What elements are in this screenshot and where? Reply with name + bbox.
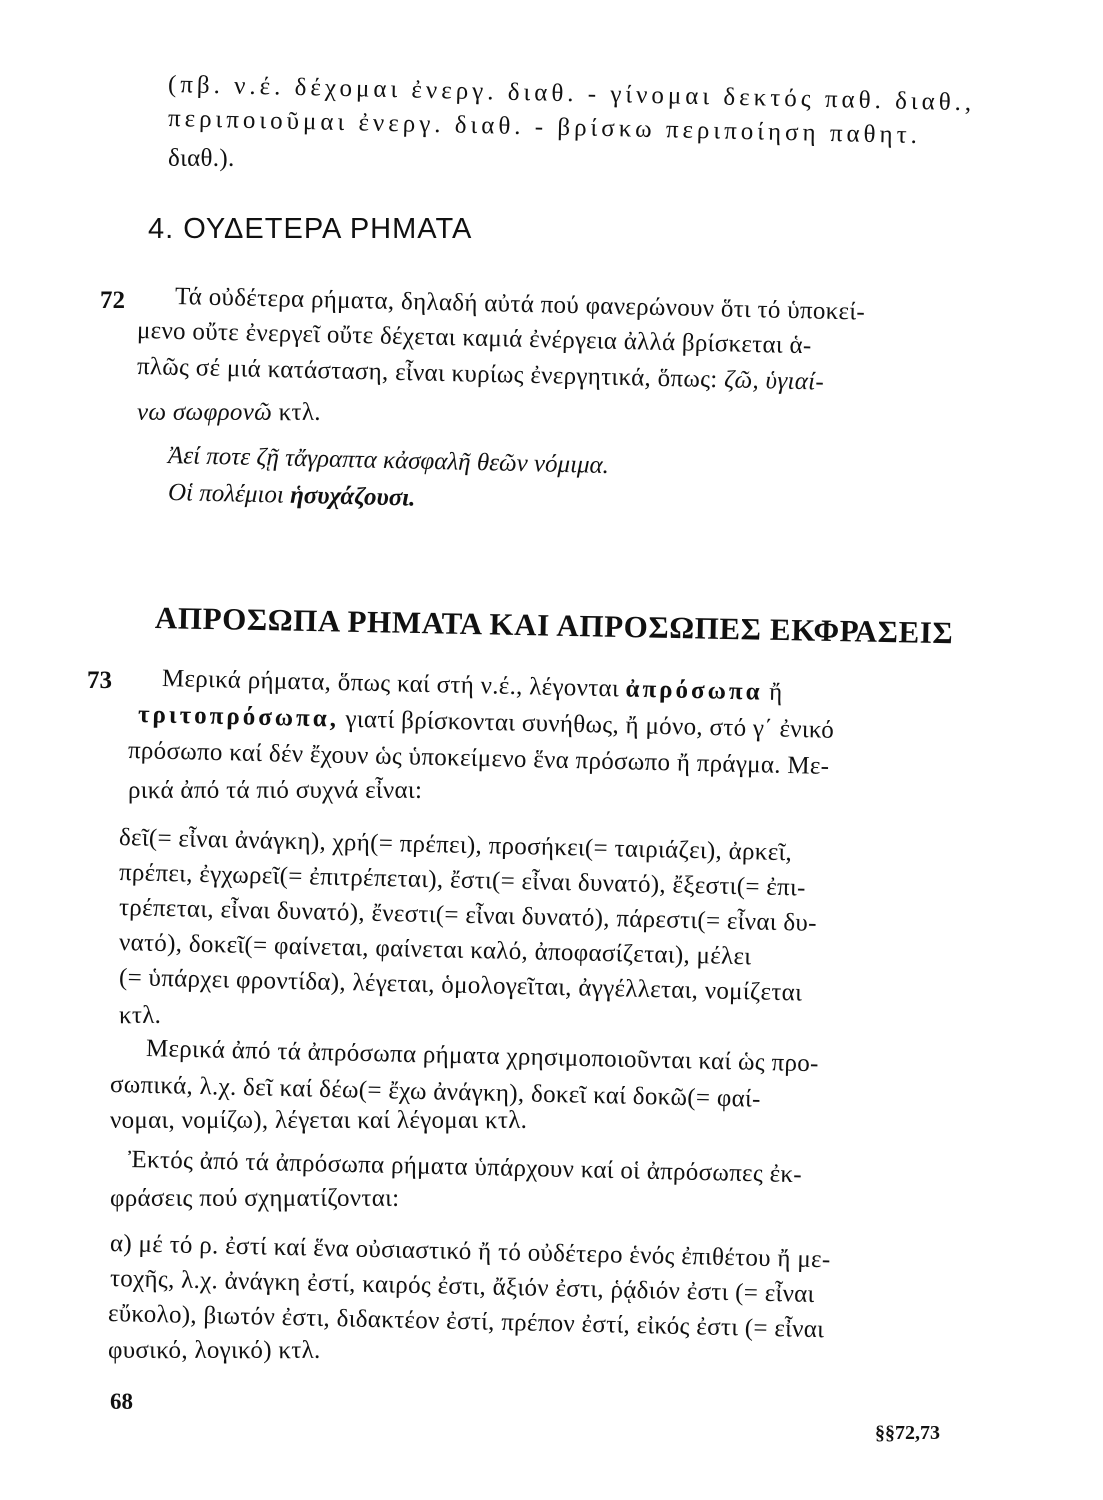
p72-line-1: Τά οὐδέτερα ρήματα, δηλαδή αὐτά πού φανερώνουν ὅτι τό ὑποκεί-	[174, 283, 866, 326]
p73-line-1a: Μερικά ρήματα, ὅπως καί στή ν.έ., λέγονται	[161, 665, 620, 703]
text-line	[137, 398, 321, 428]
item-a-line-4: φυσικό, λογικό) κτλ.	[108, 1337, 321, 1364]
impersonal-verbs-title: ΑΠΡΟΣΩΠΑ ΡΗΜΑΤΑ ΚΑΙ ΑΠΡΟΣΩΠΕΣ ΕΚΦΡΑΣΕΙΣ	[154, 600, 954, 651]
text-line	[128, 776, 422, 806]
term-aprosopa: ἀπρόσωπα	[625, 675, 763, 706]
verb-list-line-1: δεῖ(= εἶναι ἀνάγκη), χρή(= πρέπει), προσήκει(= ταιριάζει), ἀρκεῖ,	[118, 824, 793, 867]
p72-line-3: πλῶς σέ μιά κατάσταση, εἶναι κυρίως ἐνεργητικά, ὅπως:	[136, 353, 718, 394]
p73-line-3: πρόσωπο καί δέν ἔχουν ὡς ὑποκείμενο ἕνα πρόσωπο ἤ πράγμα. Με-	[127, 737, 830, 780]
p72-line-4-end: κτλ.	[278, 399, 321, 426]
p3-line-1: Ἐκτός ἀπό τά ἀπρόσωπα ρήματα ὑπάρχουν καί οἱ ἀπρόσωπες ἐκ-	[127, 1146, 803, 1189]
verb-list-line-3: τρέπεται, εἶναι δυνατό), ἔνεστι(= εἶναι δυνατό), πάρεστι(= εἶναι δυ-	[118, 894, 818, 937]
term-tritoprosopa: τριτοπρόσωπα,	[137, 701, 340, 733]
p3-line-2: φράσεις πού σχηματίζονται:	[110, 1185, 400, 1212]
p73-line-4: ρικά ἀπό τά πιό συχνά εἶναι:	[128, 777, 423, 804]
page-number: 68	[110, 1389, 133, 1414]
item-a-line-3: εὔκολο), βιωτόν ἐστι, διδακτέον ἐστί, πρέπον ἐστί, εἰκός ἐστι (= εἶναι	[107, 1300, 825, 1344]
quote-2-verb: ἡσυχάζουσι.	[289, 481, 416, 512]
p2-line-1: Μερικά ἀπό τά ἀπρόσωπα ρήματα χρησιμοποιοῦνται καί ὡς προ-	[145, 1035, 819, 1078]
quote-2-start: Οἱ πολέμιοι	[167, 479, 285, 509]
p72-examples-b: νω σωφρονῶ	[137, 399, 273, 426]
verb-list-line-6: κτλ.	[119, 1002, 162, 1029]
verb-list-line-2: πρέπει, ἐγχωρεῖ(= ἐπιτρέπεται), ἔστι(= εἶναι δυνατό), ἔξεστι(= ἐπι-	[118, 859, 806, 902]
p2-line-3: νομαι, νομίζω), λέγεται καί λέγομαι κτλ.	[110, 1107, 528, 1134]
section-reference: §§72,73	[875, 1422, 940, 1444]
text-line	[162, 664, 783, 708]
paragraph-number-73: 73	[87, 667, 112, 694]
top-line-1: (πβ. ν.έ. δέχομαι ἐνεργ. διαθ. - γίνομαι δεκτός παθ. διαθ.,	[167, 71, 976, 117]
top-line-3: διαθ.).	[168, 145, 235, 172]
p73-line-1b: ἤ	[768, 678, 783, 707]
p2-line-2: σωπικά, λ.χ. δεῖ καί δέω(= ἔχω ἀνάγκη), δοκεῖ καί δοκῶ(= φαί-	[109, 1071, 761, 1113]
text-line	[168, 144, 235, 174]
section-4-title: 4. ΟΥΔΕΤΕΡΑ ΡΗΜΑΤΑ	[148, 213, 473, 245]
top-line-2: περιποιοῦμαι ἐνεργ. διαθ. - βρίσκω περιποίηση παθητ.	[167, 105, 922, 150]
item-a-line-1: α) μέ τό ρ. ἐστί καί ἕνα οὐσιαστικό ἤ τό οὐδέτερο ἑνός ἐπιθέτου ἤ με-	[109, 1230, 831, 1274]
quote-line-2	[168, 479, 416, 513]
verb-list-line-4: νατό), δοκεῖ(= φαίνεται, φαίνεται καλό, ἀποφασίζεται), μέλει	[118, 929, 752, 971]
p72-line-2: μενο οὔτε ἐνεργεῖ οὔτε δέχεται καμιά ἐνέργεια ἀλλά βρίσκεται ἁ-	[136, 317, 812, 360]
paragraph-number-72: 72	[100, 287, 125, 314]
quote-line-1: Ἀεί ποτε ζῇ τἄγραπτα κἀσφαλῆ θεῶν νόμιμα.	[167, 442, 610, 480]
item-a-line-2: τοχῆς, λ.χ. ἀνάγκη ἐστί, καιρός ἐστι, ἄξιόν ἐστι, ῥᾴδιόν ἐστι (= εἶναι	[109, 1265, 815, 1308]
p72-examples-a: ζῶ, ὑγιαί-	[723, 366, 825, 396]
verb-list-line-5: (= ὑπάρχει φροντίδα), λέγεται, ὁμολογεῖται, ἀγγέλλεται, νομίζεται	[118, 964, 803, 1007]
p73-line-2: γιατί βρίσκονται συνήθως, ἤ μόνο, στό γ΄ ἐνικό	[345, 705, 835, 744]
